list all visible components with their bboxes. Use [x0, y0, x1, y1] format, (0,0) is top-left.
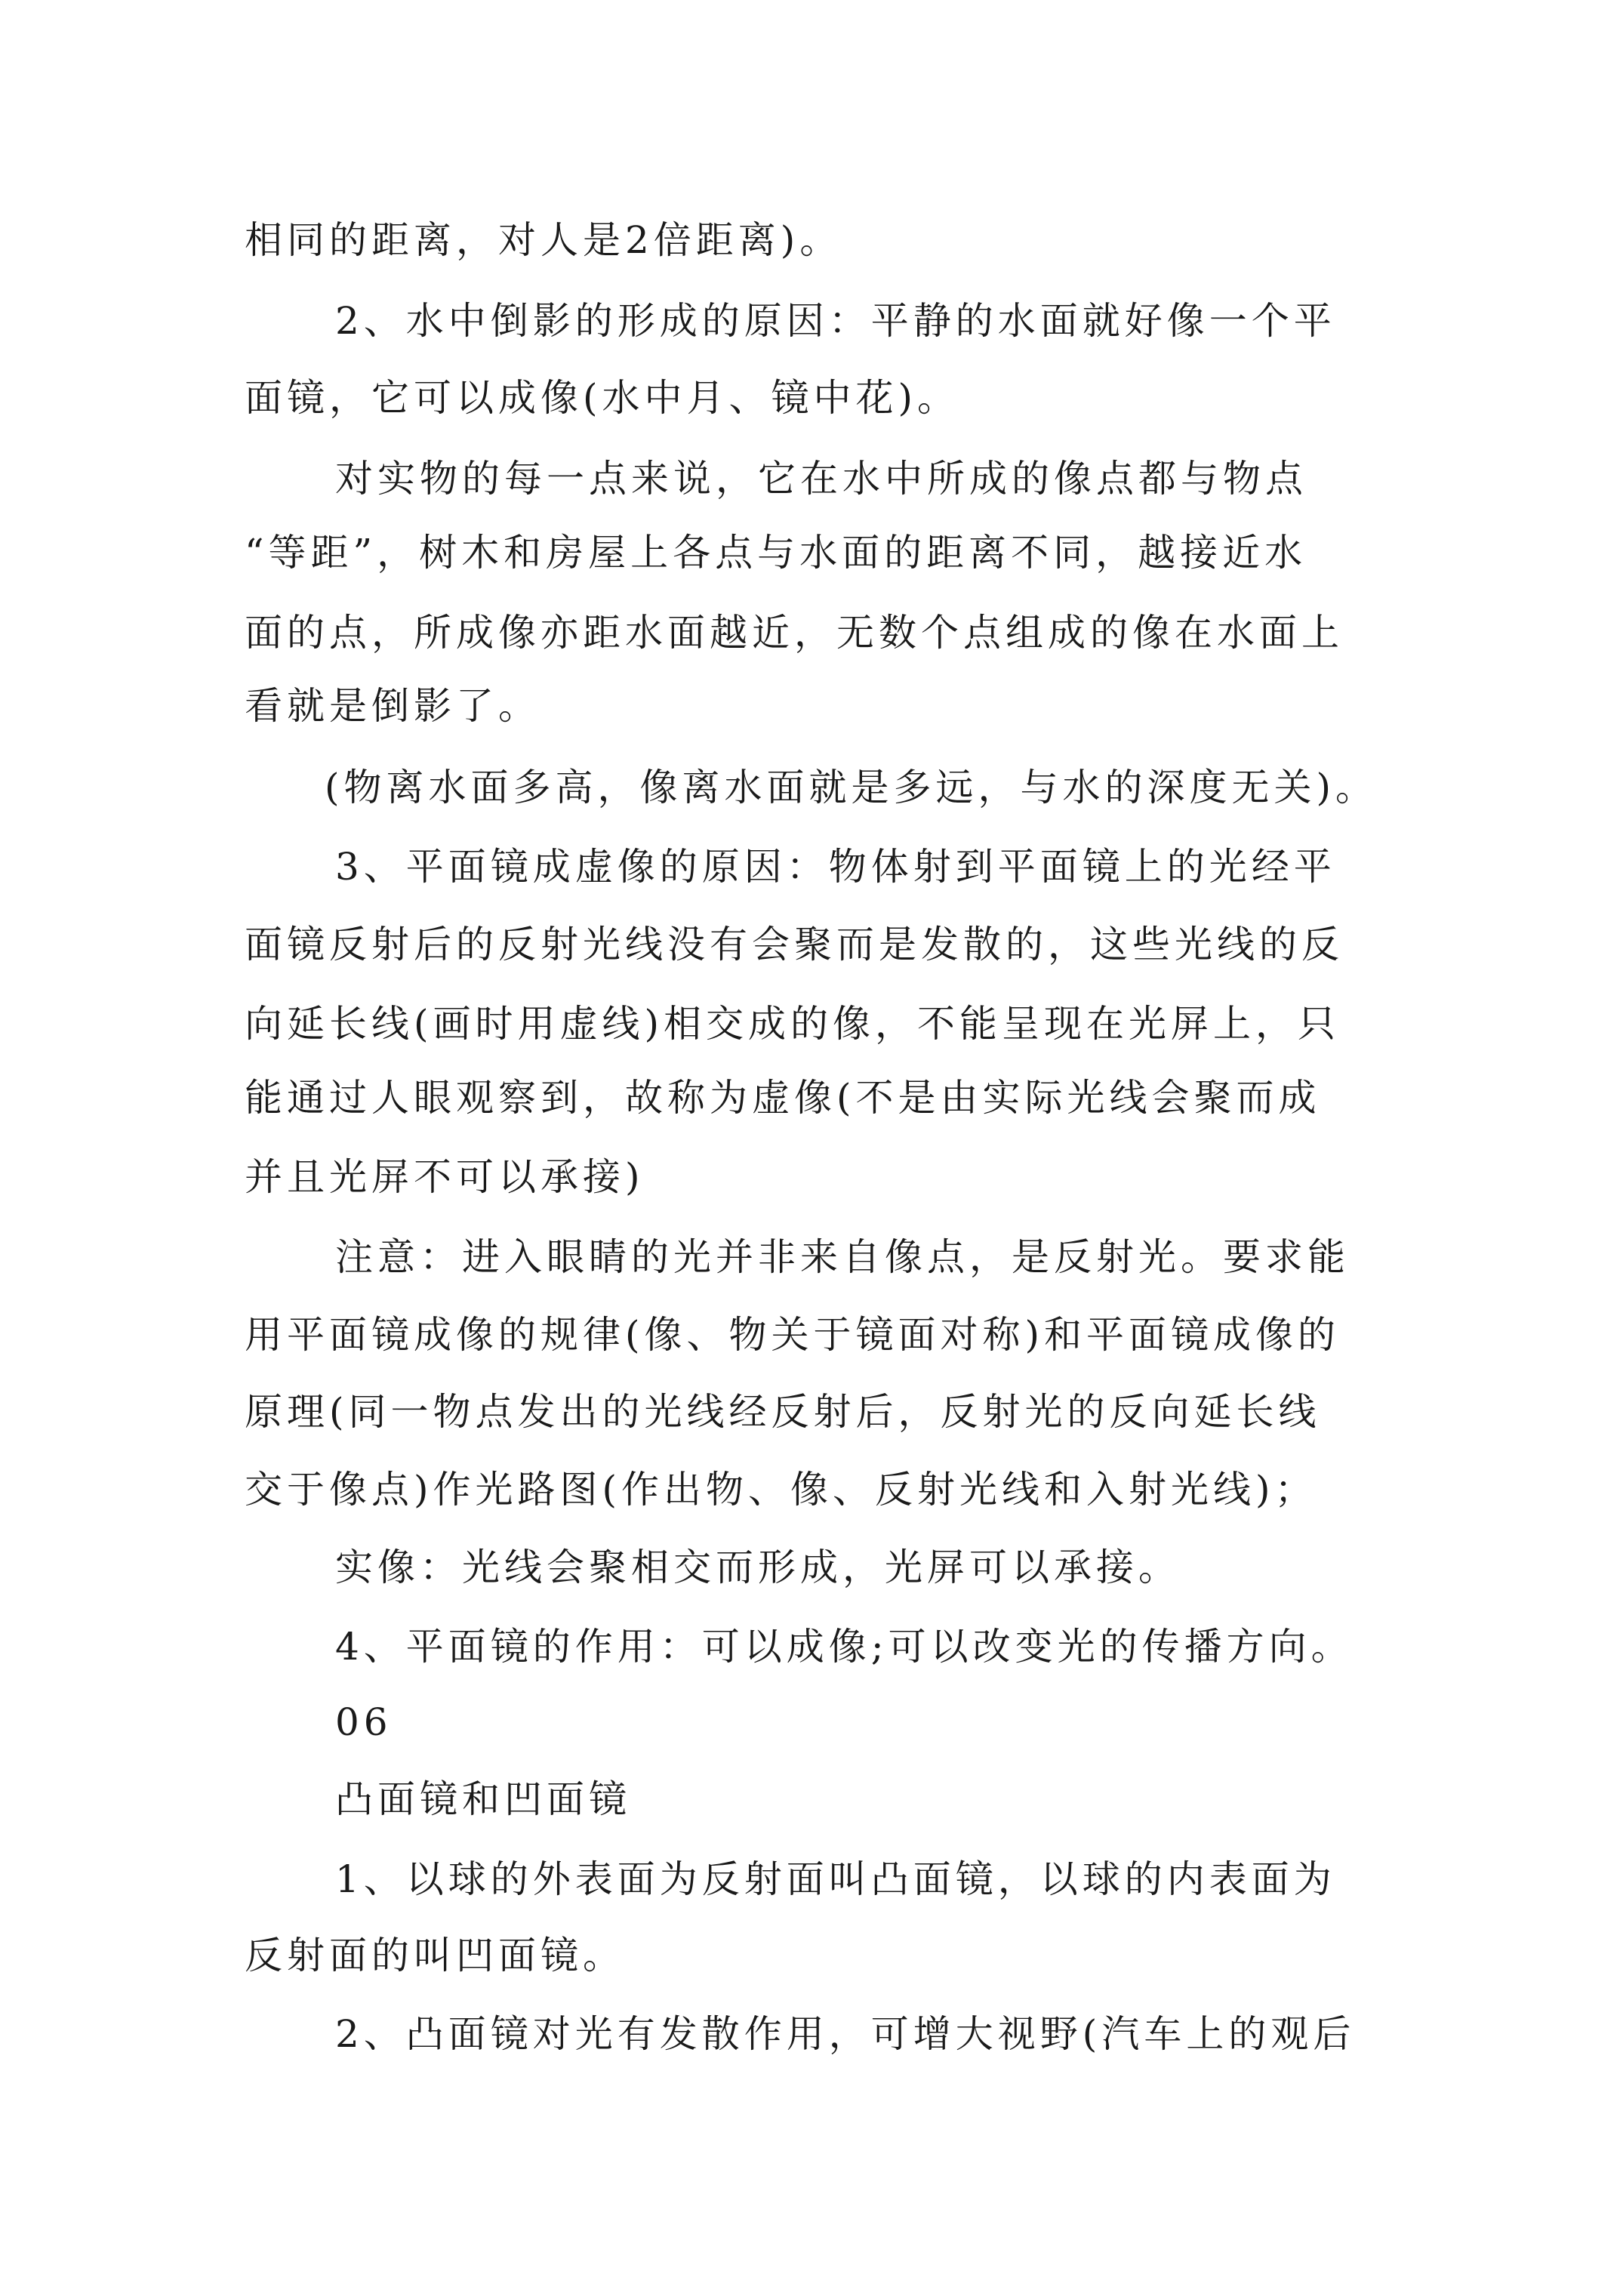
text-line: 3、平面镜成虚像的原因：物体射到平面镜上的光经平: [335, 845, 1336, 889]
text-line: 2、凸面镜对光有发散作用，可增大视野(汽车上的观后: [335, 2012, 1356, 2056]
text-line: 面的点，所成像亦距水面越近，无数个点组成的像在水面上: [245, 611, 1344, 655]
text-line: 向延长线(画时用虚线)相交成的像，不能呈现在光屏上，只: [245, 1002, 1341, 1046]
section-heading: 凸面镜和凹面镜: [335, 1777, 631, 1821]
text-line: 能通过人眼观察到，故称为虚像(不是由实际光线会聚而成: [245, 1076, 1321, 1120]
text-line: 并且光屏不可以承接): [245, 1155, 645, 1199]
text-line: 用平面镜成像的规律(像、物关于镜面对称)和平面镜成像的: [245, 1313, 1341, 1357]
text-line: 实像：光线会聚相交而形成，光屏可以承接。: [335, 1546, 1181, 1589]
text-line: “等距”，树木和房屋上各点与水面的距离不同，越接近水: [245, 531, 1307, 575]
text-line: 对实物的每一点来说，它在水中所成的像点都与物点: [335, 457, 1307, 501]
text-line: 反射面的叫凹面镜。: [245, 1934, 625, 1977]
text-line: 1、以球的外表面为反射面叫凸面镜，以球的内表面为: [335, 1857, 1336, 1901]
text-line: 交于像点)作光路图(作出物、像、反射光线和入射光线)；: [245, 1468, 1317, 1512]
text-line: 2、水中倒影的形成的原因：平静的水面就好像一个平: [335, 299, 1336, 343]
text-line: 相同的距离，对人是2倍距离)。: [245, 218, 842, 262]
text-line: (物离水面多高，像离水面就是多远，与水的深度无关)。: [325, 766, 1378, 809]
text-line: 面镜反射后的反射光线没有会聚而是发散的，这些光线的反: [245, 923, 1344, 966]
section-number: 06: [335, 1700, 393, 1744]
text-line: 看就是倒影了。: [245, 684, 540, 728]
text-line: 面镜，它可以成像(水中月、镜中花)。: [245, 376, 960, 420]
text-line: 4、平面镜的作用：可以成像;可以改变光的传播方向。: [335, 1625, 1354, 1669]
text-line: 注意：进入眼睛的光并非来自像点，是反射光。要求能: [335, 1235, 1350, 1279]
text-line: 原理(同一物点发出的光线经反射后，反射光的反向延长线: [245, 1390, 1321, 1434]
